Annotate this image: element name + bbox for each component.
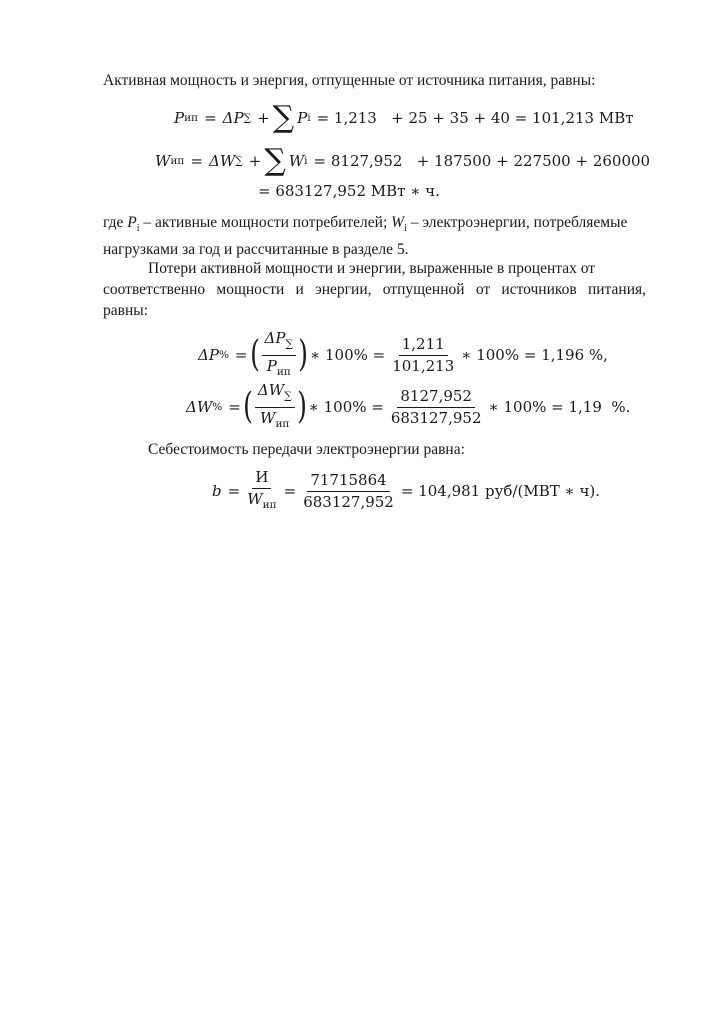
eq3-lhs-symbol: ΔP xyxy=(198,346,219,364)
losses-line-1 xyxy=(103,258,646,279)
eq4-den-subscript: ип xyxy=(275,417,290,430)
eq1-delta-symbol: ΔP xyxy=(222,109,244,127)
where-text-b: – активные мощности потребителей; xyxy=(143,214,388,231)
eq3-den-value: 101,213 xyxy=(392,356,455,375)
eq2-delta-subscript: ∑ xyxy=(235,155,243,167)
eq5-lhs: b xyxy=(212,482,222,500)
cost-intro-text: Себестоимость передачи электроэнергии равна: xyxy=(148,441,465,458)
eq2-lhs-subscript: ип xyxy=(170,155,185,167)
eq5-equals-1: = xyxy=(227,482,241,500)
equation-energy xyxy=(155,143,650,179)
eq4-den-symbol: W xyxy=(260,408,276,427)
eq5-tail: = 104,981 руб/(МВТ ∗ ч). xyxy=(400,482,601,500)
eq1-equals: = xyxy=(204,109,217,127)
eq3-den-symbol: P xyxy=(266,356,277,375)
eq1-lhs-subscript: ип xyxy=(184,112,199,124)
eq1-term-symbol: P xyxy=(297,109,308,127)
where-line-2: нагрузками за год и рассчитанные в разделе 5. xyxy=(103,241,409,258)
eq3-right-paren: ) xyxy=(298,334,308,375)
eq3-num-subscript: ∑ xyxy=(285,337,293,350)
equation-power-loss-percent xyxy=(198,330,608,380)
where-line-1 xyxy=(103,212,646,239)
where-symbol-p: P xyxy=(127,214,137,231)
eq4-left-paren: ( xyxy=(242,386,253,427)
where-text-a: где xyxy=(103,214,124,231)
eq2-term-subscript: i xyxy=(304,155,308,167)
eq2-continuation: = 683127,952 МВт ∗ ч. xyxy=(258,182,440,200)
eq1-term-subscript: i xyxy=(307,112,311,124)
eq5-equals-2: = xyxy=(283,482,297,500)
eq4-right-paren: ) xyxy=(296,386,307,427)
eq1-plus: + xyxy=(257,109,270,127)
where-symbol-w: W xyxy=(391,214,405,231)
eq4-fraction-2 xyxy=(388,388,485,427)
eq5-num-1: И xyxy=(252,469,271,489)
eq5-fraction-1 xyxy=(244,469,279,514)
eq3-middle: ∗ 100% = xyxy=(310,346,386,364)
where-text-c: – электроэнергии, потребляемые xyxy=(410,214,628,231)
eq2-term-symbol: W xyxy=(288,152,305,170)
equation-energy-continuation xyxy=(258,180,440,202)
losses-line-1-text: Потери активной мощности и энергии, выраженные в процентах от xyxy=(148,260,596,277)
eq3-left-paren: ( xyxy=(249,334,260,375)
losses-line-3: равны: xyxy=(103,302,148,319)
intro-text: Активная мощность и энергия, отпущенные от источника питания, равны: xyxy=(103,72,596,89)
eq5-num-2: 71715864 xyxy=(307,472,389,492)
eq3-tail: ∗ 100% = 1,196 %, xyxy=(461,346,608,364)
eq3-num-symbol: ΔP xyxy=(264,328,286,347)
eq2-delta-symbol: ΔW xyxy=(209,152,236,170)
eq1-rhs: = 1,213 + 25 + 35 + 40 = 101,213 МВт xyxy=(316,109,634,127)
eq5-fraction-2 xyxy=(300,472,397,511)
eq5-den-2: 683127,952 xyxy=(303,492,394,511)
eq2-rhs: = 8127,952 + 187500 + 227500 + 260000 xyxy=(313,152,651,170)
eq4-num-symbol: ΔW xyxy=(257,380,285,399)
eq3-num-value: 1,211 xyxy=(399,336,448,356)
eq3-den-subscript: ип xyxy=(276,365,291,378)
cost-paragraph xyxy=(103,439,646,460)
eq2-sum-sign: ∑ xyxy=(264,143,286,178)
where-paragraph xyxy=(103,212,646,260)
eq2-lhs-symbol: W xyxy=(155,152,171,170)
eq4-lhs-subscript: % xyxy=(212,401,223,413)
eq4-middle: ∗ 100% = xyxy=(308,398,384,416)
eq4-equals: = xyxy=(228,398,241,416)
eq3-fraction-1 xyxy=(262,330,296,381)
eq5-den-symbol: W xyxy=(247,489,263,508)
eq5-den-subscript: ип xyxy=(262,498,277,511)
where-subscript-p: i xyxy=(136,223,140,234)
eq2-plus: + xyxy=(248,152,262,170)
eq1-delta-subscript: ∑ xyxy=(243,112,252,124)
eq4-num-subscript: ∑ xyxy=(284,389,292,402)
eq4-num-value: 8127,952 xyxy=(397,388,475,408)
eq1-lhs-symbol: P xyxy=(174,109,185,127)
equation-energy-loss-percent xyxy=(186,382,630,432)
where-subscript-w: i xyxy=(404,223,407,234)
eq4-lhs-symbol: ΔW xyxy=(186,398,213,416)
eq3-fraction-2 xyxy=(389,336,457,375)
eq4-tail: ∗ 100% = 1,19 %. xyxy=(488,398,631,416)
losses-paragraph xyxy=(103,258,646,321)
eq2-equals: = xyxy=(190,152,203,170)
eq4-fraction-1 xyxy=(255,382,295,433)
eq1-sum-sign: ∑ xyxy=(272,100,295,135)
equation-active-power xyxy=(174,100,634,136)
intro-paragraph xyxy=(103,70,646,91)
eq4-den-value: 683127,952 xyxy=(390,408,482,427)
losses-line-2: соответственно мощности и энергии, отпущенной от источников питания, xyxy=(103,281,646,298)
equation-cost xyxy=(212,468,600,514)
eq3-equals: = xyxy=(234,346,248,364)
eq3-lhs-subscript: % xyxy=(218,349,229,361)
